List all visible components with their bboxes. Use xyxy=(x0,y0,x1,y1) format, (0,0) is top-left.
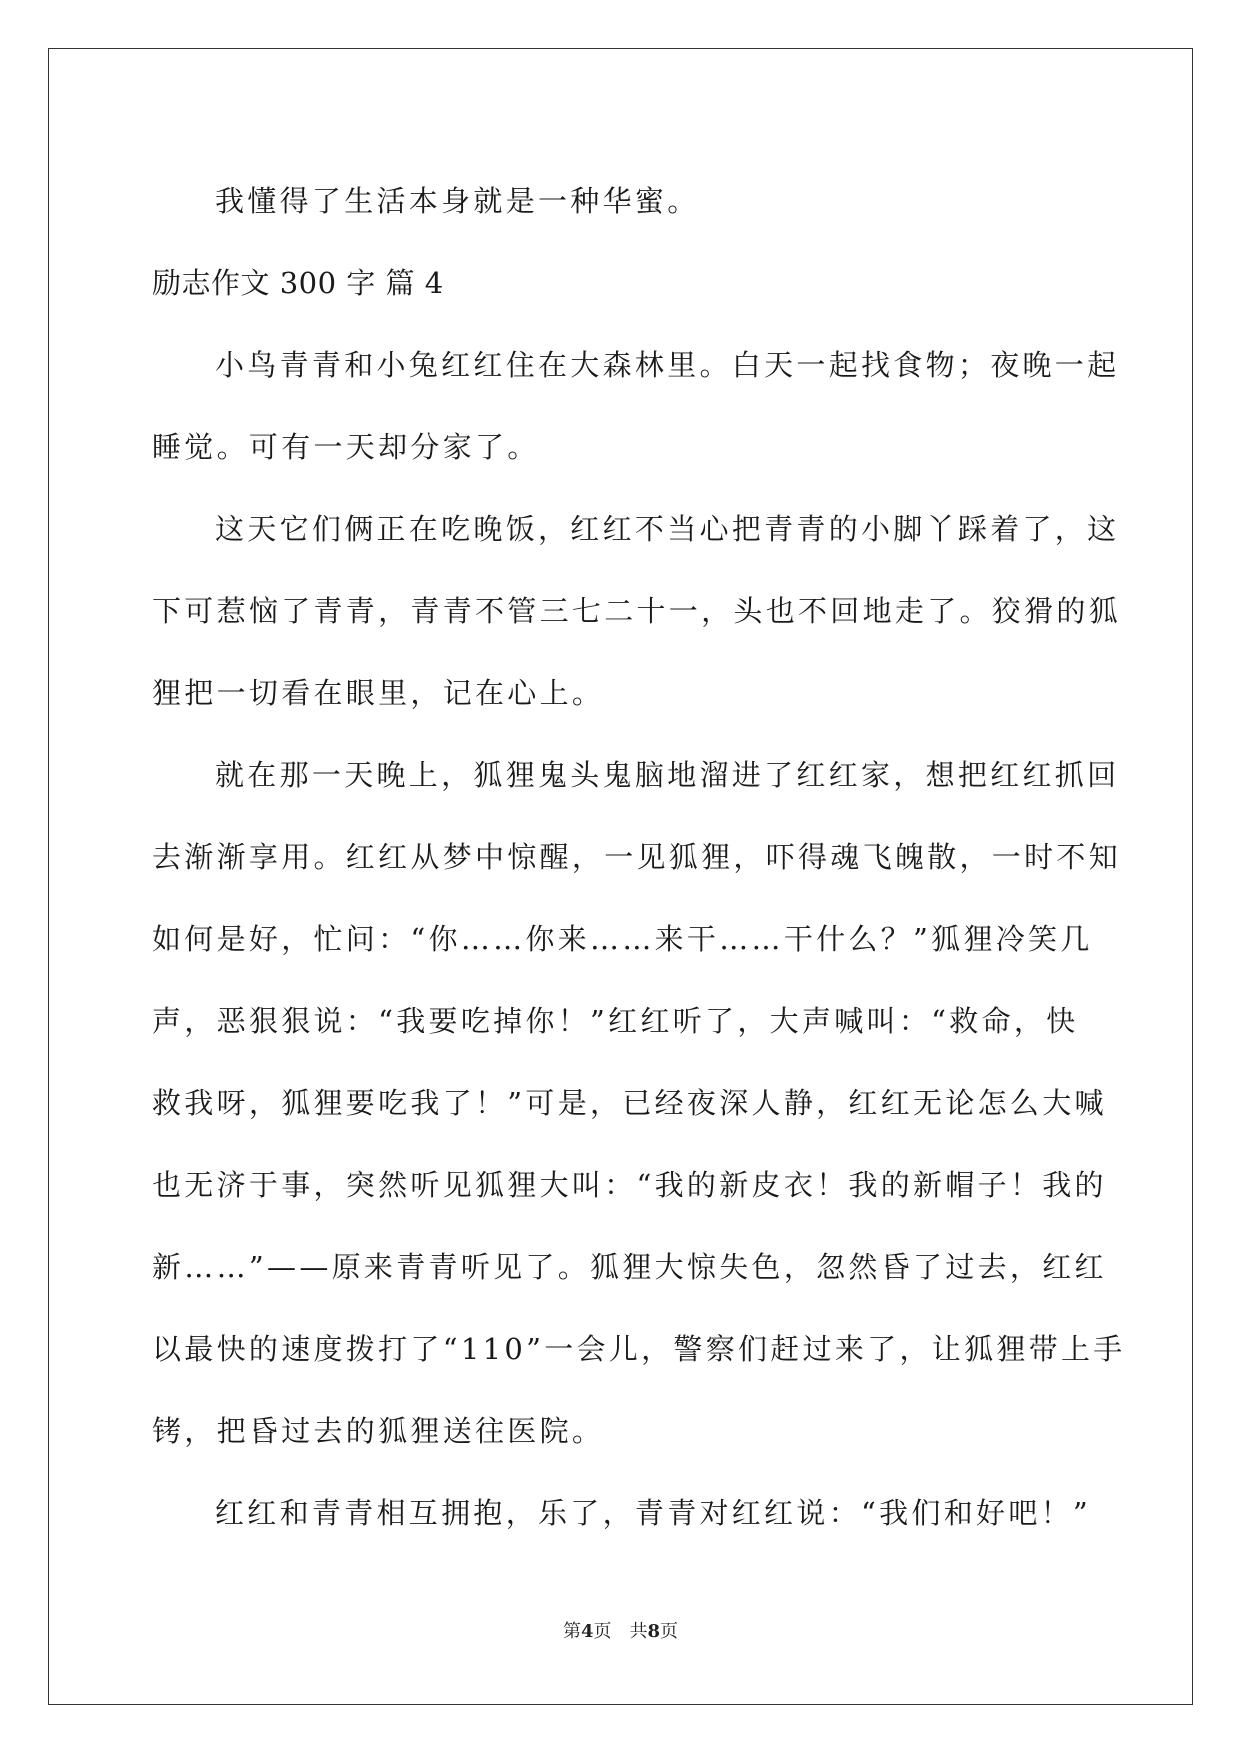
text-line: 也无济于事，突然听见狐狸大叫：“我的新皮衣！我的新帽子！我的 xyxy=(152,1168,1107,1202)
text-line: 这天它们俩正在吃晚饭，红红不当心把青青的小脚丫踩着了，这 xyxy=(215,512,1120,546)
page-footer xyxy=(0,1617,1241,1643)
text-line: 下可惹恼了青青，青青不管三七二十一，头也不回地走了。狡猾的狐 xyxy=(152,594,1122,628)
text-line: 去渐渐享用。红红从梦中惊醒，一见狐狸，吓得魂飞魄散，一时不知 xyxy=(152,840,1122,874)
text-line: 我懂得了生活本身就是一种华蜜。 xyxy=(215,184,700,218)
text-line: 小鸟青青和小兔红红住在大森林里。白天一起找食物；夜晚一起 xyxy=(215,348,1120,382)
text-line: 红红和青青相互拥抱，乐了，青青对红红说：“我们和好吧！” xyxy=(215,1496,1092,1530)
text-line: 以最快的速度拨打了“110”一会儿，警察们赶过来了，让狐狸带上手 xyxy=(152,1332,1126,1366)
document-body xyxy=(152,160,1126,1554)
text-line: 睡觉。可有一天却分家了。 xyxy=(152,430,540,464)
text-line: 声，恶狠狠说：“我要吃掉你！”红红听了，大声喊叫：“救命，快 xyxy=(152,1004,1079,1038)
text-line: 新……”——原来青青听见了。狐狸大惊失色，忽然昏了过去，红红 xyxy=(152,1250,1107,1284)
current-page-number: 4 xyxy=(580,1621,594,1642)
footer-mid: 页 共 xyxy=(593,1621,648,1642)
text-line: 如何是好，忙问：“你……你来……来干……干什么？”狐狸冷笑几 xyxy=(152,922,1093,956)
text-line: 就在那一天晚上，狐狸鬼头鬼脑地溜进了红红家，想把红红抓回 xyxy=(215,758,1120,792)
section-heading: 励志作文 300 字 篇 4 xyxy=(152,266,444,300)
text-line: 狸把一切看在眼里，记在心上。 xyxy=(152,676,605,710)
total-page-count: 8 xyxy=(647,1621,661,1642)
footer-prefix: 第 xyxy=(562,1621,581,1642)
text-line: 救我呀，狐狸要吃我了！”可是，已经夜深人静，红红无论怎么大喊 xyxy=(152,1086,1107,1120)
footer-suffix: 页 xyxy=(660,1621,679,1642)
text-line: 铐，把昏过去的狐狸送往医院。 xyxy=(152,1414,605,1448)
